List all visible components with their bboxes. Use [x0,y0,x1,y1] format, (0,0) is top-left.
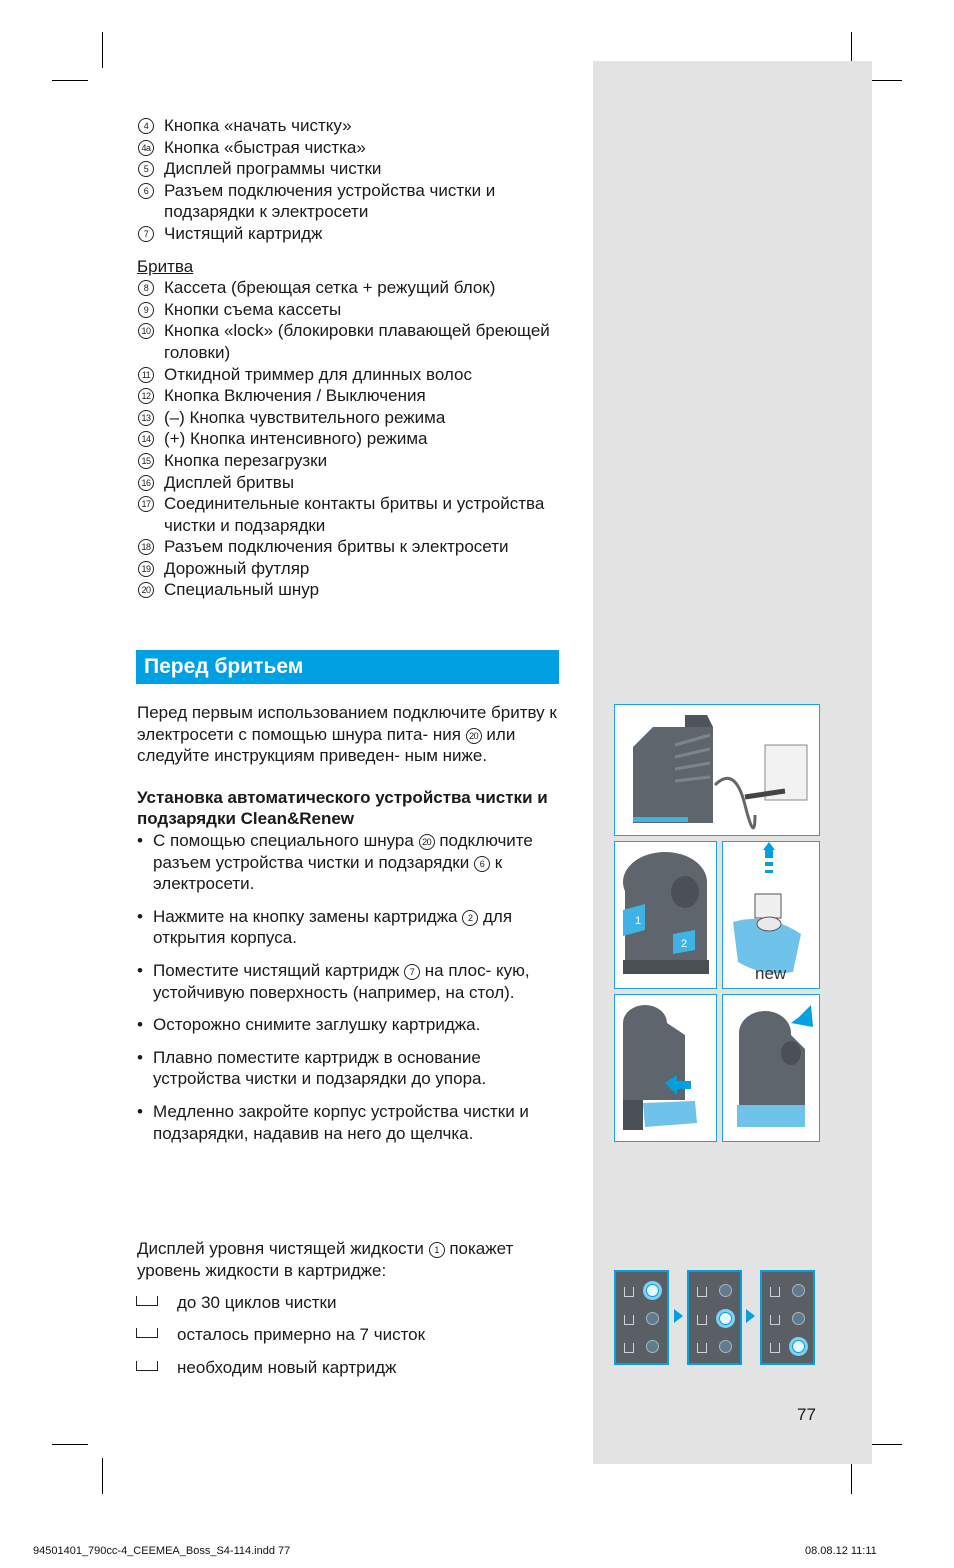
figure-new-cartridge [722,841,820,989]
list-item-text: Кнопка «lock» (блокировки плавающей бреющей головки) [164,321,550,362]
instructions [137,702,559,1144]
list-item-text: Разъем подключения бритвы к электросети [164,537,509,557]
level-medium-icon [136,1328,158,1338]
list-item-text: Кассета (бреющая сетка + режущий блок) [164,278,496,298]
callout-number: 17 [138,496,154,512]
list-item-text: Дорожный футляр [164,558,310,578]
callout-number: 15 [138,453,154,469]
level-icon [697,1287,707,1297]
callout-number: 6 [474,856,490,872]
arrow-right-icon [746,1309,755,1323]
callout-number: 20 [466,728,482,744]
callout-number: 12 [138,388,154,404]
list-item [137,115,557,137]
list-item [137,428,557,450]
level-display [760,1270,815,1365]
callout-number: 6 [138,183,154,199]
new-label: new [755,964,787,983]
callout-number: 20 [138,582,154,598]
level-display [687,1270,742,1365]
level-led [792,1312,805,1325]
list-item-text: Кнопка «быстрая чистка» [164,137,366,157]
crop-mark [102,1458,103,1494]
level-row [616,1284,667,1304]
callout-number: 11 [138,367,154,383]
step-text: к электросети. [153,852,503,894]
list-item [137,407,557,429]
list-item [137,223,557,245]
level-row [616,1312,667,1332]
callout-number: 7 [404,964,420,980]
close-cover-illustration [723,995,818,1140]
level-paragraph [137,1238,559,1281]
spacer [137,895,559,906]
callout-number: 10 [138,323,154,339]
spacer [137,1036,559,1047]
callout-number: 19 [138,561,154,577]
list-item-text: Чистящий картридж [164,223,323,243]
spacer [137,1090,559,1101]
spacer [137,245,557,256]
level-row [689,1312,740,1332]
level-icon [624,1287,634,1297]
list-item-text: Кнопки съема кассеты [164,299,342,319]
level-led [792,1340,805,1353]
spacer [137,767,559,787]
callout-number: 9 [138,302,154,318]
callout-number: 18 [138,539,154,555]
list-item [137,299,557,321]
step-text: Поместите чистящий картридж [153,960,400,980]
section-heading: Перед бритьем [136,650,559,684]
step-number: 2 [681,938,688,950]
list-item [137,558,557,580]
list-item [137,277,557,299]
footer-date: 08.08.12 11:11 [805,1545,877,1557]
list-item-text: Соединительные контакты бритвы и устройства чистки и подзарядки [164,494,545,535]
insert-illustration [615,995,715,1140]
list-item [137,493,557,536]
level-led [719,1284,732,1297]
list-item [137,158,557,180]
razor-heading: Бритва [137,256,194,276]
level-led [792,1284,805,1297]
list-item-text: Кнопка «начать чистку» [164,116,352,135]
footer-file: 94501401_790cc-4_CEEMEA_Boss_S4-114.indd 77 [33,1545,291,1557]
legend-label: необходим новый картридж [177,1358,397,1377]
crop-mark [52,80,88,81]
step-text: С помощью специального шнура [153,830,414,850]
callout-number: 14 [138,431,154,447]
level-row [762,1312,813,1332]
setup-title: Установка автоматического устройства чистки и подзарядки Clean&Renew [137,787,548,829]
step-number: 1 [635,915,642,927]
step-item: • Плавно поместите картридж в основание устройства чистки и подзарядки до упора. [137,1047,559,1090]
intro-text: или следуйте инструкциям приведен- ным ниже. [137,724,516,766]
list-item-text: (+) Кнопка интенсивного) режима [164,429,428,449]
figure-close-cover [722,994,820,1142]
list-item [137,579,557,601]
step-item [137,906,559,949]
level-row [762,1340,813,1360]
callout-number: 1 [429,1242,445,1258]
level-icon [770,1315,780,1325]
list-item [137,180,557,223]
step-item [137,960,559,1003]
crop-mark [52,1444,88,1445]
level-display [614,1270,669,1365]
figure-insert-cartridge [614,994,717,1142]
level-row [616,1340,667,1360]
list-item [137,385,557,407]
level-row [762,1284,813,1304]
list-item [137,137,557,159]
legend-label: осталось примерно на 7 чисток [177,1325,426,1344]
level-text: Дисплей уровня чистящей жидкости [137,1239,424,1258]
list-item-text: Откидной триммер для длинных волос [164,364,472,384]
parts-list [137,115,557,601]
callout-number: 4 [138,118,154,134]
list-item [137,364,557,386]
list-item-text: Специальный шнур [164,580,320,600]
spacer [137,1003,559,1014]
level-empty-icon [136,1361,158,1371]
list-item-text: (–) Кнопка чувствительного режима [164,407,446,427]
callout-number: 20 [419,834,435,850]
level-row [689,1284,740,1304]
level-icon [770,1343,780,1353]
level-led [646,1340,659,1353]
level-full-icon [136,1296,158,1306]
list-item [137,472,557,494]
level-icon [770,1287,780,1297]
intro-paragraph [137,702,559,767]
list-item-text: Дисплей бритвы [164,472,295,492]
level-icon [624,1343,634,1353]
list-item-text: Кнопка перезагрузки [164,450,328,470]
step-item: • Медленно закройте корпус устройства чистки и подзарядки, надавив на него до щелчка. [137,1101,559,1144]
level-led [646,1284,659,1297]
callout-number: 2 [462,910,478,926]
callout-number: 16 [138,475,154,491]
arrow-right-icon [674,1309,683,1323]
list-item [137,450,557,472]
page-number: 77 [797,1405,816,1424]
figure-plug-in [614,704,820,836]
crop-mark [102,32,103,68]
step-item: • Осторожно снимите заглушку картриджа. [137,1014,559,1036]
list-item [137,320,557,363]
callout-number: 7 [138,226,154,242]
level-icon [697,1343,707,1353]
list-item-text: Дисплей программы чистки [164,159,382,179]
step-text: на плос- кую, устойчивую поверхность (например, на стол). [153,960,530,1002]
step-text: Нажмите на кнопку замены картриджа [153,906,458,926]
level-led [646,1312,659,1325]
callout-number: 4a [138,140,154,156]
step-item [137,830,559,895]
list-item [137,536,557,558]
level-led [719,1340,732,1353]
level-led [719,1312,732,1325]
figure-open-step [614,841,717,989]
level-text: покажет уровень жидкости в картридже: [137,1239,514,1280]
legend-label: до 30 циклов чистки [177,1293,337,1312]
callout-number: 5 [138,161,154,177]
spacer [137,949,559,960]
step-text: подключите разъем устройства чистки и подзарядки [153,830,533,872]
callout-number: 13 [138,410,154,426]
list-item-text: Разъем подключения устройства чистки и подзарядки к электросети [164,180,496,222]
level-icon [624,1315,634,1325]
plug-in-illustration [615,705,818,834]
step-text: для открытия корпуса. [153,906,513,948]
level-icon [697,1315,707,1325]
list-item-text: Кнопка Включения / Выключения [164,386,426,406]
intro-text: Перед первым использованием подключите бритву к электросети с помощью шнура пита- ния [137,703,557,744]
open-cover-illustration [615,842,715,987]
callout-number: 8 [138,280,154,296]
level-row [689,1340,740,1360]
